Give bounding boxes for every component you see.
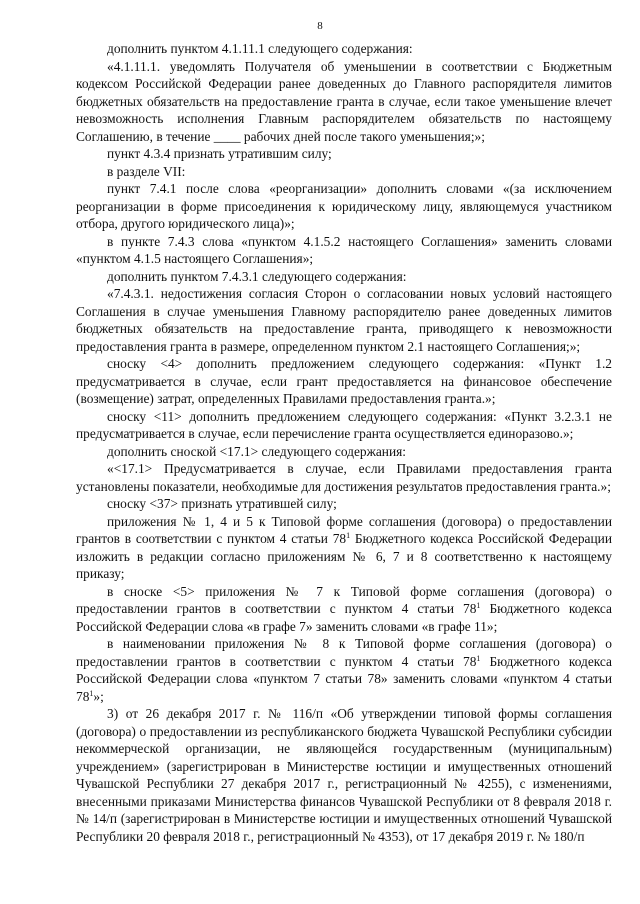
superscript: 1 bbox=[476, 601, 481, 610]
paragraph-text: приложения № 1, 4 и 5 к Типовой форме соглашения (договора) о предоставлении грантов в соответствии с пунктом 4 статьи 78 bbox=[76, 513, 612, 546]
superscript: 1 bbox=[346, 531, 351, 540]
paragraph: «7.4.3.1. недостижения согласия Сторон о согласовании новых условий настоящего Соглашения в случае уменьшения Главному распорядителю ранее доведенных лимитов бюджетных обязательств на предоставление гранта, приводящего к невозможности предоставления гранта в размере, определенном пунктом 2.1 настоящего Соглашения;»; bbox=[76, 286, 612, 354]
paragraph-footnote-5 bbox=[76, 583, 612, 636]
paragraph: «<17.1> Предусматривается в случае, если Правилами предоставления гранта установлены показатели, необходимые для достижения результатов предоставления гранта.»; bbox=[76, 461, 612, 494]
paragraph: сноску <37> признать утратившей силу; bbox=[107, 496, 337, 511]
paragraph: сноску <11> дополнить предложением следующего содержания: «Пункт 3.2.3.1 не предусматривается в случае, если перечисление гранта осуществляется единоразово.»; bbox=[76, 408, 612, 441]
superscript: 1 bbox=[89, 688, 94, 698]
paragraph-text: Бюджетного кодекса Российской Федерации изложить в редакции согласно приложениям № 6, 7 и 8 соответственно к настоящему приказу; bbox=[76, 531, 612, 581]
paragraph-text: Бюджетного кодекса Российской Федерации слова «в графе 7» заменить словами «в графе 11»; bbox=[76, 601, 612, 634]
superscript: 1 bbox=[476, 653, 481, 663]
paragraph: в пункте 7.4.3 слова «пунктом 4.1.5.2 настоящего Соглашения» заменить словами «пунктом 4.1.5 настоящего Соглашения»; bbox=[76, 233, 612, 266]
paragraph-text: в сноске <5> приложения № 7 к Типовой форме соглашения (договора) о предоставлении грантов в соответствии с пунктом 4 статьи 78 bbox=[76, 583, 612, 616]
paragraph: сноску <4> дополнить предложением следующего содержания: «Пункт 1.2 предусматривается в случае, если грант предоставляется на финансовое обеспечение (возмещение) затрат, определенных Правилами предоставления гранта.»; bbox=[76, 356, 612, 406]
paragraph: «4.1.11.1. уведомлять Получателя об уменьшении в соответствии с Бюджетным кодексом Российской Федерации ранее доведенных до Главного распорядителя лимитов бюджетных обязательств на предоставление гранта в случае, если такое уменьшение влечет невозможность исполнения Главным распорядителем обязательств по настоящему Соглашению, в течение ____ рабочих дней после такого уменьшения;»; bbox=[76, 58, 612, 144]
paragraph: пункт 7.4.1 после слова «реорганизации» дополнить словами «(за исключением реорганизации в форме присоединения к юридическому лицу, являющемуся участником отбора, другого юридического лица)»; bbox=[76, 181, 612, 231]
paragraph: в разделе VII: bbox=[107, 163, 186, 179]
paragraph-appendices bbox=[76, 513, 612, 583]
document-body bbox=[76, 40, 612, 845]
paragraph-text: »; bbox=[93, 688, 104, 704]
paragraph-text: Бюджетного кодекса Российской Федерации слова «пунктом 7 статьи 78» заменить словами «пунктом 4 статьи 78 bbox=[76, 653, 612, 704]
paragraph: пункт 4.3.4 признать утратившим силу; bbox=[107, 146, 332, 161]
paragraph-appendix-8-title bbox=[76, 635, 612, 705]
paragraph: дополнить пунктом 7.4.3.1 следующего содержания: bbox=[107, 268, 407, 284]
paragraph-item-3: 3) от 26 декабря 2017 г. № 116/п «Об утверждении типовой формы соглашения (договора) о предоставлении из республиканского бюджета Чувашской Республики субсидии некоммерческой организации, не являющейся государственным (муниципальным) учреждением» (зарегистрирован в Министерстве юстиции и имущественных отношений Чувашской Республики 27 декабря 2017 г., регистрационный № 4255), с изменениями, внесенными приказами Министерства финансов Чувашской Республики от 8 февраля 2018 г. № 14/п (зарегистрирован в Министерстве юстиции и имущественных отношений Чувашской Республики 20 февраля 2018 г., регистрационный № 4353), от 17 декабря 2019 г. № 180/п bbox=[76, 706, 612, 844]
paragraph: дополнить сноской <17.1> следующего содержания: bbox=[107, 443, 406, 459]
paragraph: дополнить пунктом 4.1.11.1 следующего содержания: bbox=[107, 41, 413, 56]
page-number: 8 bbox=[317, 20, 323, 32]
paragraph-text: в наименовании приложения № 8 к Типовой форме соглашения (договора) о предоставлении грантов в соответствии с пунктом 4 статьи 78 bbox=[76, 636, 612, 669]
